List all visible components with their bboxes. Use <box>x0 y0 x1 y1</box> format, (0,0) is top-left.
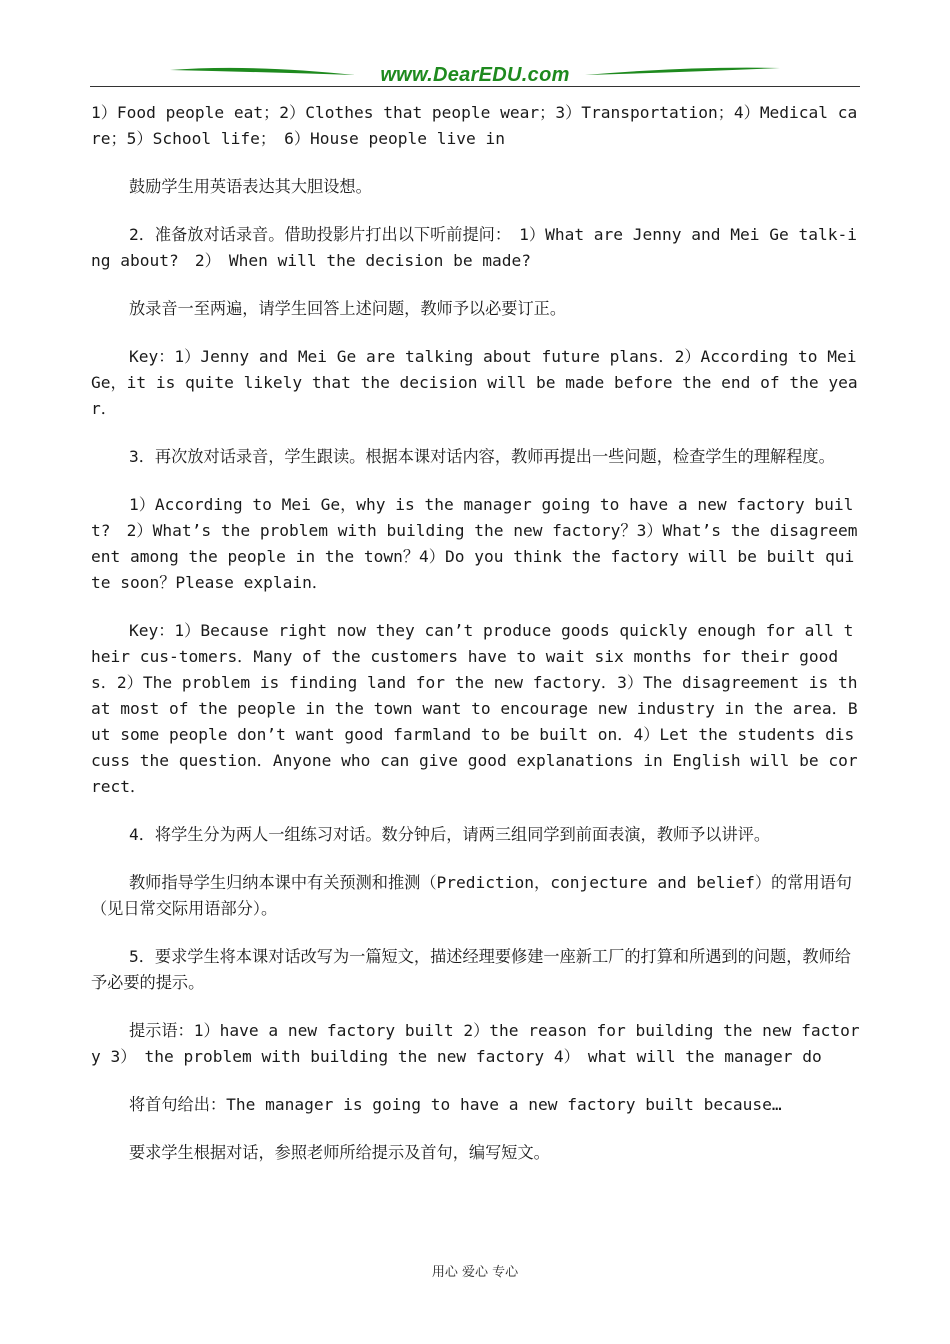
paragraph: 4．将学生分为两人一组练习对话。数分钟后，请两三组同学到前面表演，教师予以讲评。 <box>129 825 771 844</box>
paragraph-questions: 1）According to Mei Ge，why is the manager going to have a new factory built? 2）What’s the problem with building the new factory？3）What’s the disagreement among the people in the town？4）Do you think the factory will be built quite soon？Please explain． <box>91 495 858 592</box>
paragraph: 5．要求学生将本课对话改写为一篇短文，描述经理要修建一座新工厂的打算和所遇到的问题，教师给予必要的提示。 <box>91 947 851 992</box>
paragraph: 将首句给出：The manager is going to have a new factory built because… <box>129 1095 782 1114</box>
document-body <box>91 100 867 1188</box>
site-logo-text[interactable]: www.DearEDU.com <box>380 64 570 86</box>
paragraph: 3．再次放对话录音，学生跟读。根据本课对话内容，教师再提出一些问题，检查学生的理解程度。 <box>129 447 835 466</box>
paragraph-hints: 提示语：1）have a new factory built 2）the reason for building the new factory 3） the problem with building the new factory 4） what will the manager do <box>91 1021 860 1066</box>
paragraph-key: Key：1）Because right now they can’t produce goods quickly enough for all their cus-tomers．Many of the customers have to wait six months for their goods．2）The problem is finding land for the new factory．3）The disagreement is that most of the people in the town want to encourage new industry in the area．But some people don’t want good farmland to be built on．4）Let the students discuss the question．Anyone who can give good explanations in English will be correct． <box>91 621 858 796</box>
paragraph: 鼓励学生用英语表达其大胆设想。 <box>129 177 372 196</box>
site-header-logo <box>90 60 860 92</box>
paragraph: 要求学生根据对话，参照老师所给提示及首句，编写短文。 <box>129 1143 550 1162</box>
header-divider <box>90 86 860 87</box>
paragraph-key: Key：1）Jenny and Mei Ge are talking about future plans．2）According to Mei Ge，it is quite likely that the decision will be made before the end of the year． <box>91 347 867 418</box>
paragraph-topic-list: 1）Food people eat；2）Clothes that people wear；3）Transportation；4）Medical care；5）School life； 6）House people live in <box>91 103 858 148</box>
page-footer: 用心 爱心 专心 <box>431 1265 519 1280</box>
paragraph: 2．准备放对话录音。借助投影片打出以下听前提问： 1）What are Jenny and Mei Ge talk-ing about? 2） When will the decision be made? <box>91 225 857 270</box>
paragraph: 放录音一至两遍，请学生回答上述问题，教师予以必要订正。 <box>129 299 567 318</box>
paragraph: 教师指导学生归纳本课中有关预测和推测（Prediction，conjecture and belief）的常用语句（见日常交际用语部分）。 <box>91 873 852 918</box>
